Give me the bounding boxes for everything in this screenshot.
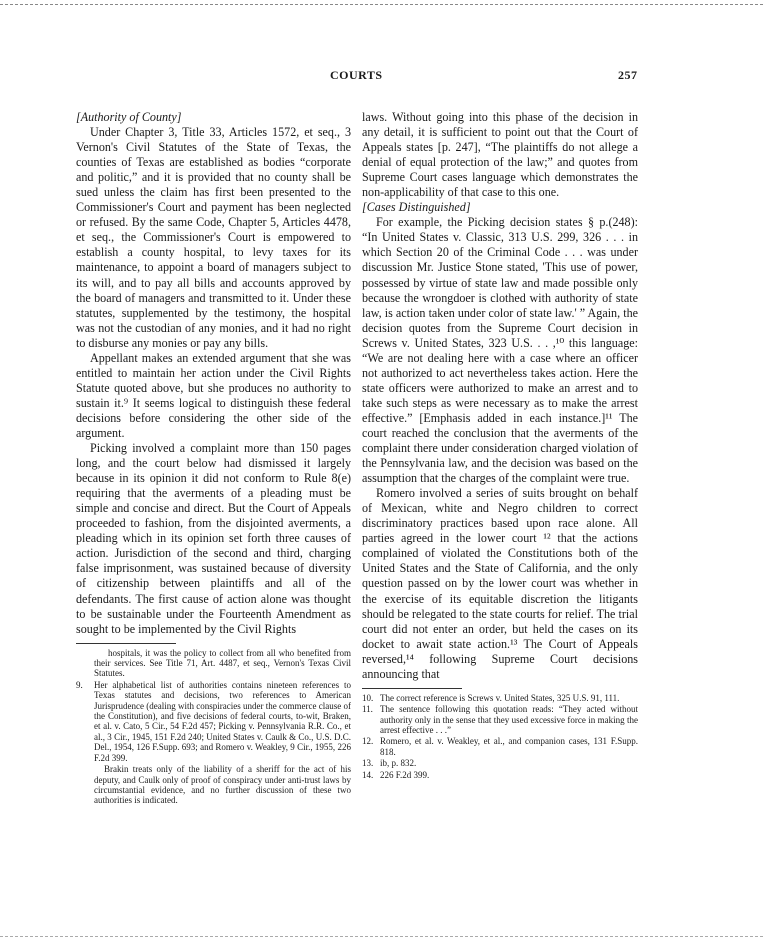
section-heading-cases-distinguished: [Cases Distinguished] [362,200,471,215]
footnote-number: 9. [76,679,83,690]
footnote-divider [362,688,462,689]
footnote-13 [362,758,638,768]
section-heading-authority: [Authority of County] [76,110,182,124]
left-column [76,110,351,806]
footnote-10 [362,693,638,703]
footnote-continuation: hospitals, it was the policy to collect from all who benefited from their services. See Title 71, Art. 4487, et seq., Vernon's Texas Civil Statutes. [94,647,351,679]
footnote-11 [362,704,638,735]
right-column [362,110,638,781]
footnote-number: 11. [362,704,373,715]
footnote-number: 12. [362,736,374,747]
body-paragraph: laws. Without going into this phase of the decision in any detail, it is sufficient to point out that the Court of Appeals states [p. 247], “The plaintiffs do not allege a denial of equal protection of the law;” and quotes from Supreme Court cases language which demonstrates the non-applicability of that case to this one. [362,110,638,200]
top-scan-edge [0,4,763,5]
footnote-text: The sentence following this quotation reads: “They acted without authority only in the sense that they used excessive force in making the arrest effective . . .” [380,704,638,735]
footnote-9-continued: Brakin treats only of the liability of a sheriff for the act of his deputy, and Caulk only of proof of conspiracy under anti-trust laws by circumstantial evidence, and no further discussion of these two authorities is indicated. [94,764,351,806]
footnotes-right [362,693,638,780]
footnote-text: ib, p. 832. [380,758,417,769]
footnote-number: 13. [362,758,374,769]
body-paragraph: Appellant makes an extended argument that she was entitled to maintain her action under the Civil Rights Statute quoted above, but she produces no authority to sustain it.⁹ It seems logical to distinguish these federal decisions before considering the other side of the argument. [76,350,351,440]
footnote-text: The correct reference is Screws v. United States, 325 U.S. 91, 111. [380,692,620,703]
footnote-12 [362,736,638,757]
footnotes-left [76,648,351,806]
footnote-text: Romero, et al. v. Weakley, et al., and companion cases, 131 F.Supp. 818. [380,736,638,757]
footnote-9 [76,680,351,763]
body-paragraph: For example, the Picking decision states § p.(248): “In United States v. Classic, 313 U.S. 299, 326 . . . in which Section 20 of the Criminal Code . . . was under discussion Mr. Justice Stone stated, 'This use of power, possessed by virtue of state law and made possible only because the wrongdoer is clothed with authority of state law, is action taken under color of state law.' ” Again, the decision quotes from the Supreme Court decision in Screws v. United States, 323 U.S. . . ,¹⁰ this language: “We are not dealing here with a case where an officer not authorized to act nevertheless takes action. Here the state officers were authorized to make an arrest and to take such steps as were necessary as to make the arrest effective.” [Emphasis added in each instance.]¹¹ The court reached the conclusion that the averments of the complaint there under consideration charged violation of the Pennsylvania law, and the decision was based on the assumption that the charges of the complaint were true. [362,215,638,486]
page-title: COURTS [330,68,383,82]
footnote-text: Her alphabetical list of authorities contains nineteen references to Texas statutes and decisions, two references to American Jurisprudence (dealing with conspiracies under the commerce clause of the Constitution), and five decisions of federal courts, to-wit, Braken, et al. v. Cato, 5 Cir., 54 F.2d 457; Picking v. Pennsylvania R.R. Co., et al., 3 Cir., 1945, 151 F.2d 240; United States v. Caulk & Co., U.S. D.C. Del., 1954, 126 F.Supp. 693; and Romero v. Weakley, 9 Cir., 1955, 226 F.2d 399. [94,679,351,763]
footnote-number: 10. [362,692,374,703]
body-paragraph: Under Chapter 3, Title 33, Articles 1572, et seq., 3 Vernon's Civil Statutes of the State of Texas, the counties of Texas are established as bodies “corporate and politic,” and it is provided that no county shall be sued unless the claim has first been presented to the Commissioner's Court and payment has been neglected or refused. By the same Code, Chapter 5, Articles 4478, et seq., the Commissioner's Court is empowered to establish a county hospital, to levy taxes for its maintenance, to appoint a board of managers subject to its will, and to pay all bills and accounts approved by the board of managers and transmitted to it. Under these statutes, supplemented by the testimony, the hospital was not the custodian of any monies, and it had no right to disburse any monies or pay any bills. [76,125,351,350]
bottom-scan-edge [0,936,763,937]
footnote-number: 14. [362,769,374,780]
page-number: 257 [618,68,638,82]
footnote-14 [362,770,638,780]
body-paragraph: Romero involved a series of suits brought on behalf of Mexican, white and Negro children to correct discriminatory practices based upon race alone. All parties agreed in the lower court ¹² that the actions complained of violated the Constitutions both of the United States and the State of California, and the only question passed on by the lower court was whether in the exercise of its equitable discretion the litigants should be relegated to the state courts for relief. The trial court did not enter an order, but held the cases on its docket to await state action.¹³ The Court of Appeals reversed,¹⁴ following Supreme Court decisions announcing that [362,486,638,681]
body-paragraph: Picking involved a complaint more than 150 pages long, and the court below had dismissed it largely because in its opinion it did not conform to Rule 8(e) requiring that the averments of a pleading must be simple and concise and direct. But the Court of Appeals proceeded to fashion, from the disjointed averments, a pleading which in its opinion set forth three causes of action. Jurisdiction of the second and third, charging false imprisonment, was sustained because of diversity of citizenship between plaintiffs and all of the defendants. The first cause of action alone was thought to be sustainable under the Fourteenth Amendment as sought to be implemented by the Civil Rights [76,441,351,636]
footnote-divider [76,643,176,644]
footnote-text: 226 F.2d 399. [380,769,430,780]
